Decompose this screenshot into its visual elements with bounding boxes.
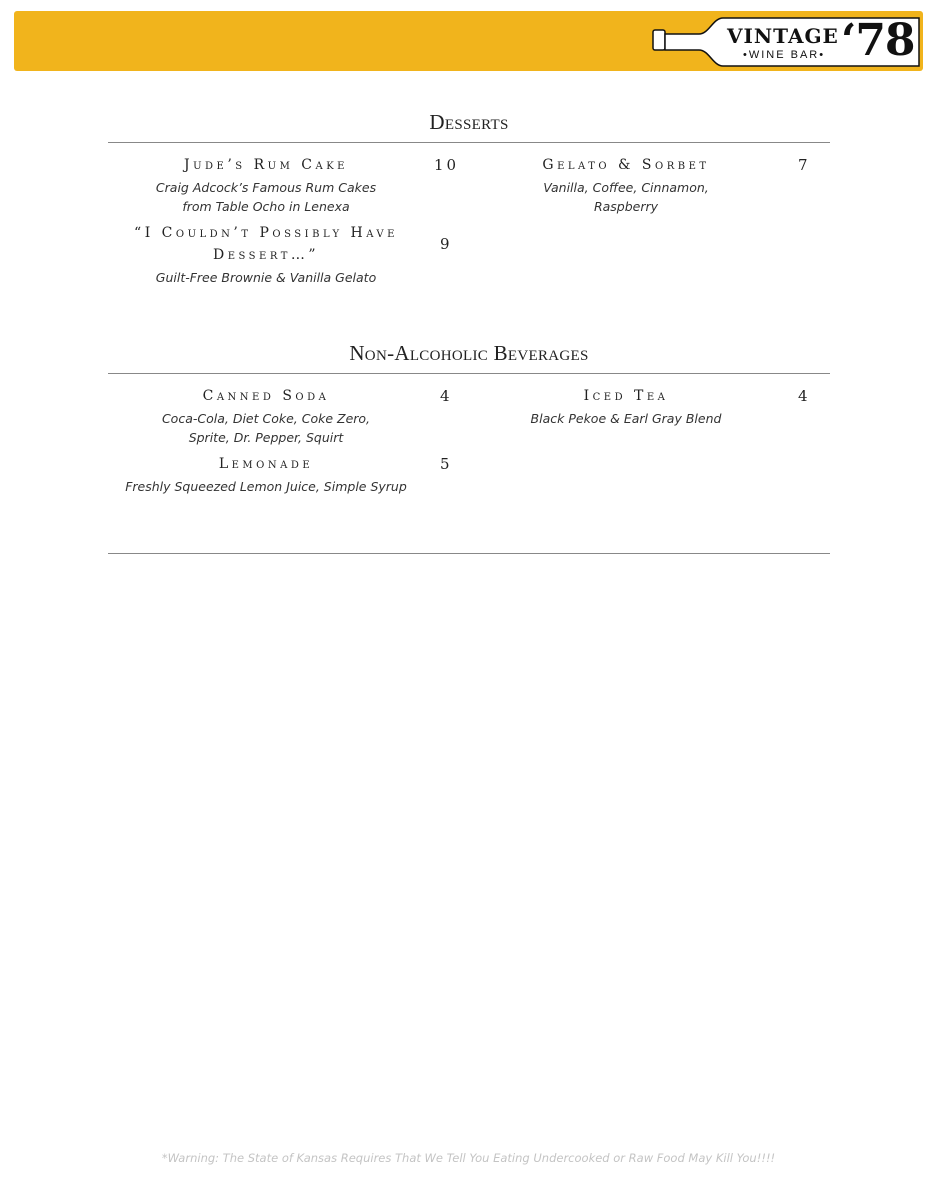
menu-item-canned-soda-desc-2: Sprite, Dr. Pepper, Squirt xyxy=(188,430,344,445)
menu-item-iced-tea-desc: Black Pekoe & Earl Gray Blend xyxy=(530,411,722,426)
menu-item-rum-cake-price: 10 xyxy=(434,156,460,174)
menu-item-canned-soda-name: Canned Soda xyxy=(202,388,330,404)
menu-item-rum-cake-name: Jude’s Rum Cake xyxy=(184,157,348,173)
menu-item-dessert-price: 9 xyxy=(440,235,453,253)
logo-year-text: ‘78 xyxy=(841,15,915,66)
menu-item-dessert-name-line-1: “I Couldn’t Possibly Have xyxy=(134,225,398,241)
menu-item-iced-tea-price: 4 xyxy=(798,387,811,405)
menu-item-dessert-desc: Guilt-Free Brownie & Vanilla Gelato xyxy=(155,270,377,285)
menu-item-dessert-name-line-2: Dessert…” xyxy=(212,247,320,263)
menu-item-gelato-desc-1: Vanilla, Coffee, Cinnamon, xyxy=(543,180,709,195)
food-warning-footer: *Warning: The State of Kansas Requires That We Tell You Eating Undercooked or Raw Food May Kill You!!!! xyxy=(161,1151,776,1165)
menu-item-canned-soda-desc-1: Coca-Cola, Diet Coke, Coke Zero, xyxy=(161,411,371,426)
menu-item-iced-tea-name: Iced Tea xyxy=(583,388,669,404)
menu-item-lemonade-price: 5 xyxy=(440,455,453,473)
beverages-divider xyxy=(108,373,830,374)
menu-item-rum-cake-desc-1: Craig Adcock’s Famous Rum Cakes xyxy=(155,180,377,195)
logo-wine-bar-text: •WINE BAR• xyxy=(743,49,826,61)
desserts-section-title: Desserts xyxy=(429,110,509,134)
logo-vintage-text: VINTAGE xyxy=(727,24,839,48)
menu-item-gelato-desc-2: Raspberry xyxy=(593,199,659,214)
menu-item-lemonade-desc: Freshly Squeezed Lemon Juice, Simple Syrup xyxy=(125,479,407,494)
vintage-78-logo xyxy=(651,14,921,68)
bottom-divider xyxy=(108,553,830,554)
menu-item-lemonade-name: Lemonade xyxy=(218,456,314,472)
menu-item-rum-cake-desc-2: from Table Ocho in Lenexa xyxy=(182,199,350,214)
menu-item-gelato-name: Gelato & Sorbet xyxy=(542,157,710,173)
desserts-divider xyxy=(108,142,830,143)
beverages-section-title: Non-Alcoholic Beverages xyxy=(349,341,589,365)
menu-item-canned-soda-price: 4 xyxy=(440,387,453,405)
menu-item-gelato-price: 7 xyxy=(798,156,811,174)
